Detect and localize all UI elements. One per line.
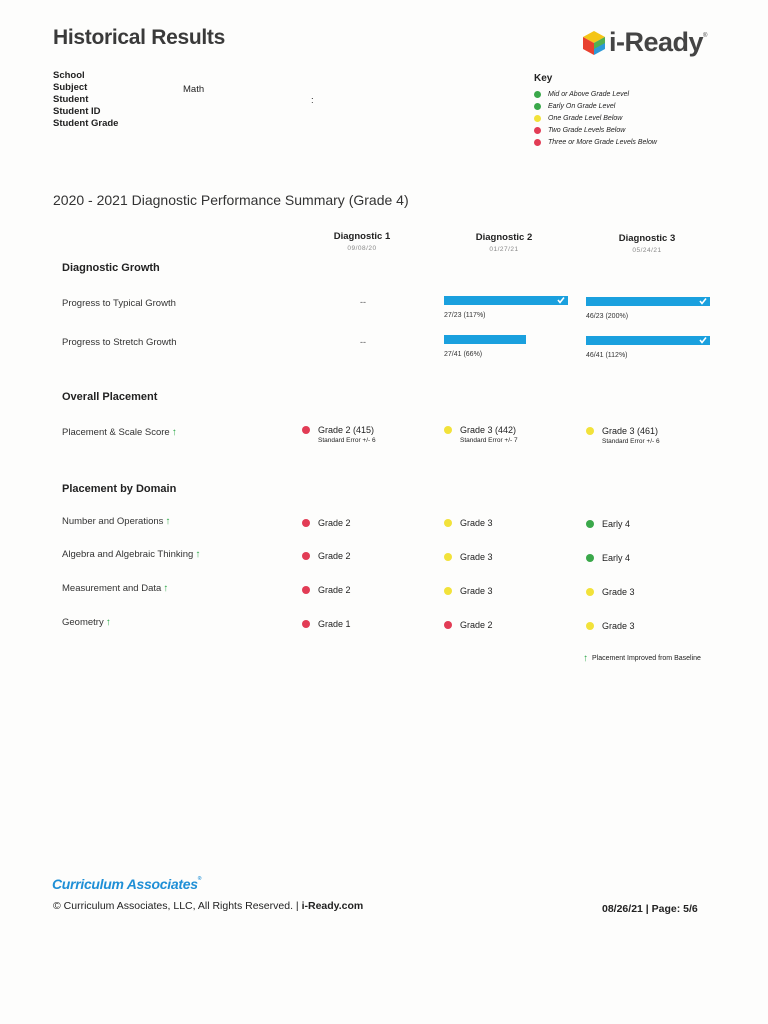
domain-grade: Grade 2 (318, 585, 351, 595)
status-dot (302, 519, 310, 527)
placement-row-label (62, 427, 177, 438)
domain-cell (302, 585, 351, 596)
status-dot (444, 587, 452, 595)
domain-label: Algebra and Algebraic Thinking (62, 549, 194, 560)
improved-arrow-icon: ↑ (165, 516, 171, 527)
status-dot (586, 520, 594, 528)
key-item-label: Early On Grade Level (548, 102, 616, 110)
key-dot (534, 103, 541, 110)
domain-row-label-geometry (62, 617, 111, 628)
copyright (53, 900, 363, 912)
placement-by-domain-heading: Placement by Domain (62, 483, 177, 495)
key-dot (534, 115, 541, 122)
placement-row-text: Placement & Scale Score (62, 427, 170, 438)
standard-error: Standard Error +/- 7 (460, 437, 518, 444)
column-header-diagnostic-1: Diagnostic 1 (333, 231, 391, 242)
d3-typical-label: 46/23 (200%) (586, 313, 629, 320)
key-item-label: Mid or Above Grade Level (548, 90, 630, 98)
improvement-note-text: Placement Improved from Baseline (592, 655, 701, 662)
curriculum-associates-logo (52, 876, 201, 892)
d1-typical-value: -- (360, 297, 366, 307)
check-icon (556, 295, 566, 305)
column-date-diagnostic-2: 01/27/21 (489, 246, 519, 253)
domain-cell (586, 587, 635, 598)
status-dot (302, 620, 310, 628)
status-dot (444, 621, 452, 629)
logo-trademark: ® (703, 33, 708, 39)
stretch-growth-label: Progress to Stretch Growth (62, 337, 177, 348)
info-label-school: School (53, 70, 85, 81)
domain-cell (302, 619, 351, 630)
improved-arrow-icon: ↑ (195, 549, 201, 560)
domain-row-label-measurement (62, 583, 168, 594)
d3-stretch-label: 46/41 (112%) (586, 352, 628, 359)
domain-cell (302, 518, 351, 529)
key-dot (534, 91, 541, 98)
standard-error: Standard Error +/- 6 (318, 437, 376, 444)
domain-grade: Grade 1 (318, 619, 351, 629)
improved-arrow-icon: ↑ (105, 617, 111, 628)
brand-trademark: ® (197, 876, 202, 882)
date-and-page: 08/26/21 | Page: 5/6 (602, 903, 698, 915)
domain-row-label-algebra (62, 549, 200, 560)
key-dot (534, 139, 541, 146)
status-dot (444, 519, 452, 527)
d2-stretch-bar (444, 335, 526, 344)
domain-cell (444, 620, 493, 631)
check-icon (698, 335, 708, 345)
page-title: Historical Results (53, 26, 225, 49)
key-item (534, 125, 657, 137)
column-header-diagnostic-3: Diagnostic 3 (618, 233, 676, 244)
placement-grade: Grade 3 (442) (460, 425, 517, 435)
d2-typical-label: 27/23 (117%) (444, 312, 486, 319)
info-label-subject: Subject (53, 82, 88, 93)
key-item-label: One Grade Level Below (548, 114, 623, 122)
key-legend (534, 73, 657, 149)
domain-cell (444, 518, 493, 529)
d2-stretch-label: 27/41 (66%) (444, 351, 483, 358)
cube-logo-icon (582, 30, 606, 56)
status-dot (586, 588, 594, 596)
placement-cell-d2 (444, 425, 518, 445)
column-date-diagnostic-1: 09/08/20 (347, 245, 377, 252)
improved-arrow-icon: ↑ (163, 583, 169, 594)
info-label-student-id: Student ID (53, 106, 101, 117)
domain-cell (444, 552, 493, 563)
status-dot (302, 426, 310, 434)
domain-cell (586, 553, 630, 564)
domain-grade: Grade 3 (602, 587, 635, 597)
domain-grade: Grade 2 (318, 551, 351, 561)
key-item (534, 100, 657, 112)
status-dot (444, 553, 452, 561)
overall-placement-heading: Overall Placement (62, 391, 158, 403)
domain-grade: Grade 3 (460, 586, 493, 596)
key-item (534, 112, 657, 124)
column-date-diagnostic-3: 05/24/21 (632, 247, 662, 254)
domain-label: Geometry (62, 617, 104, 628)
status-dot (586, 554, 594, 562)
student-value: : (311, 95, 314, 106)
improved-arrow-icon: ↑ (171, 427, 177, 438)
improved-arrow-icon: ↑ (583, 653, 588, 664)
status-dot (302, 586, 310, 594)
domain-grade: Grade 3 (460, 552, 493, 562)
domain-grade: Grade 2 (460, 620, 493, 630)
key-dot (534, 127, 541, 134)
domain-cell (302, 551, 351, 562)
d3-stretch-bar (586, 336, 710, 345)
domain-label: Number and Operations (62, 516, 164, 527)
column-header-diagnostic-2: Diagnostic 2 (475, 232, 533, 243)
domain-grade: Early 4 (602, 519, 631, 529)
summary-title: 2020 - 2021 Diagnostic Performance Summary (Grade 4) (53, 192, 409, 208)
domain-grade: Early 4 (602, 553, 631, 563)
key-item (534, 137, 657, 149)
status-dot (302, 552, 310, 560)
placement-grade: Grade 2 (415) (318, 425, 375, 435)
domain-cell (586, 621, 635, 632)
status-dot (444, 426, 452, 434)
placement-grade: Grade 3 (461) (602, 426, 659, 436)
domain-cell (444, 586, 493, 597)
placement-cell-d3 (586, 426, 660, 446)
placement-cell-d1 (302, 425, 376, 445)
key-item-label: Two Grade Levels Below (548, 127, 626, 135)
status-dot (586, 622, 594, 630)
d1-stretch-value: -- (360, 337, 366, 347)
copyright-text: © Curriculum Associates, LLC, All Rights Reserved. (53, 900, 293, 912)
domain-row-label-number-operations (62, 516, 170, 527)
d2-typical-bar (444, 296, 568, 305)
logo-text: i-Ready (609, 27, 704, 57)
domain-cell (586, 519, 630, 530)
iready-logo (582, 27, 707, 58)
info-label-student: Student (53, 94, 89, 105)
domain-label: Measurement and Data (62, 583, 162, 594)
standard-error: Standard Error +/- 6 (602, 438, 660, 445)
subject-value: Math (183, 84, 205, 95)
check-icon (698, 296, 708, 306)
status-dot (586, 427, 594, 435)
domain-grade: Grade 3 (460, 518, 493, 528)
d3-typical-bar (586, 297, 710, 306)
info-label-student-grade: Student Grade (53, 118, 119, 129)
key-item-label: Three or More Grade Levels Below (548, 139, 657, 147)
brand-text: Curriculum Associates (52, 876, 198, 892)
typical-growth-label: Progress to Typical Growth (62, 298, 176, 309)
copyright-separator: | (295, 900, 299, 912)
diagnostic-growth-heading: Diagnostic Growth (62, 262, 160, 274)
key-item (534, 88, 657, 100)
improvement-note (583, 653, 701, 664)
site-link[interactable]: i-Ready.com (301, 900, 364, 912)
domain-grade: Grade 3 (602, 621, 635, 631)
key-title: Key (534, 73, 553, 84)
student-info (53, 70, 118, 130)
domain-grade: Grade 2 (318, 518, 351, 528)
